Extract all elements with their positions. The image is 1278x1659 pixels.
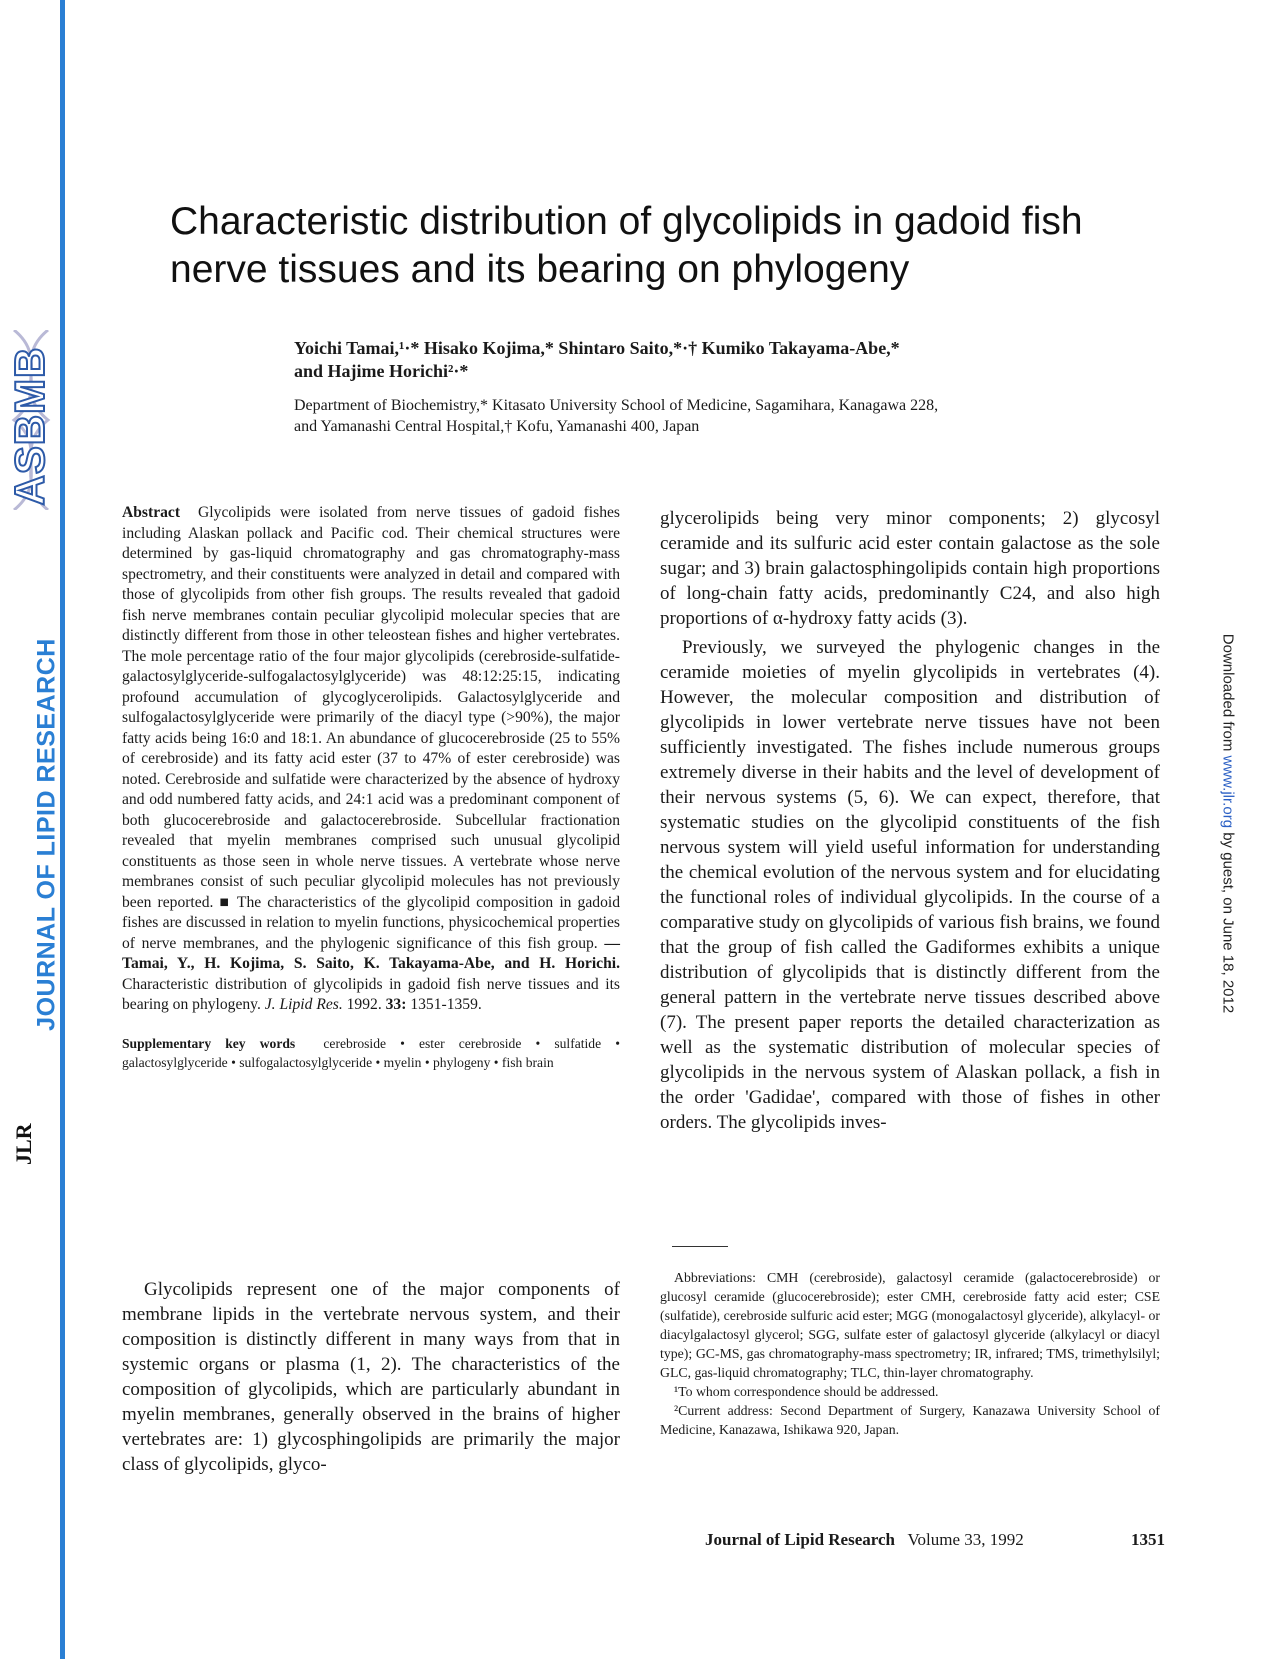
footer-journal: Journal of Lipid Research (705, 1530, 896, 1549)
download-notice (1220, 574, 1237, 1074)
intro-paragraph: Glycolipids represent one of the major components of membrane lipids in the vertebrate nervous system, and their composition is distinctly different in many ways from that in systemic organs or plasma (1, 2). The characteristics of the composition of glycolipids, which are particularly abundant in myelin membranes, generally observed in the brains of higher vertebrates are: 1) glycosphingolipids are primarily the major class of glycolipids, glyco- (122, 1279, 620, 1475)
footnote-1: ¹To whom correspondence should be addressed. (674, 1384, 939, 1399)
abstract-heading: Abstract (122, 504, 181, 521)
citation-year: 1992. (342, 996, 386, 1013)
authors-line-2: and Hajime Horichi²·* (294, 361, 469, 381)
intro-left (122, 1277, 620, 1477)
left-column (122, 503, 620, 1072)
keywords (122, 1034, 620, 1072)
article-title: Characteristic distribution of glycolipids in gadoid fish nerve tissues and its bearing on phylogeny (170, 200, 1083, 291)
download-suffix: by guest, on June 18, 2012 (1219, 828, 1237, 1014)
affiliation-line-2: and Yamanashi Central Hospital,† Kofu, Yamanashi 400, Japan (294, 418, 700, 435)
page-number: 1351 (1131, 1530, 1165, 1549)
sidebar (0, 0, 62, 1659)
journal-name-vertical: JOURNAL OF LIPID RESEARCH (32, 638, 61, 1031)
right-paragraph-2: Previously, we surveyed the phylogenic changes in the ceramide moieties of myelin glycolipids in vertebrates (4). However, the molecular composition and distribution of glycolipids in lower vertebrate nerve tissues have not been sufficiently investigated. The fishes include numerous groups extremely diverse in their habits and the level of development of their nervous systems (5, 6). We can expect, therefore, that systematic studies on the glycolipid constituents of the fish nervous system will yield useful information for understanding the chemical evolution of the nervous system and for elucidating the functional roles of individual glycolipids. In the course of a comparative study on glycolipids of various fish brains, we found that the group of fish called the Gadiformes exhibits a unique distribution of glycolipids that is distinctly different from the general pattern in the vertebrate nerve tissues described above (7). The present paper reports the detailed characterization as well as the systematic distribution of molecular species of glycolipids in the nervous system of Alaskan pollack, a fish in the order 'Gadidae', compared with those of fishes in other orders. The glycolipids inves- (660, 637, 1160, 1133)
citation-authors: —Tamai, Y., H. Kojima, S. Saito, K. Takayama-Abe, and H. Horichi. (122, 934, 620, 972)
page-footer (705, 1530, 1165, 1550)
citation-volume: 33: (385, 996, 407, 1013)
author-list (294, 337, 1094, 383)
download-prefix: Downloaded from (1219, 633, 1237, 756)
asbmb-logo (6, 330, 56, 510)
affiliation (294, 395, 1114, 437)
footer-volume: Volume 33, 1992 (907, 1530, 1024, 1549)
citation-title: Characteristic distribution of glycolipids in gadoid fish nerve tissues and its bearing on phylogeny. (122, 975, 620, 1013)
affiliation-line-1: Department of Biochemistry,* Kitasato University School of Medicine, Sagamihara, Kanagawa 228, (294, 397, 939, 414)
sidebar-rule (60, 0, 65, 1659)
footnotes (660, 1268, 1160, 1439)
authors-line-1: Yoichi Tamai,¹·* Hisako Kojima,* Shintaro Saito,*·† Kumiko Takayama-Abe,* (294, 338, 900, 358)
citation-pages: 1351-1359. (406, 996, 482, 1013)
keywords-text: cerebroside • ester cerebroside • sulfatide • galactosylglyceride • sulfogalactosylglyceride • myelin • phylogeny • fish brain (122, 1035, 620, 1070)
footnote-divider (672, 1246, 728, 1247)
jlr-link[interactable]: www.jlr.org (1219, 755, 1237, 829)
footnote-2: ²Current address: Second Department of Surgery, Kanazawa University School of Medicine, Kanazawa, Ishikawa 920, Japan. (660, 1403, 1160, 1437)
asbmb-wordmark: ASBMB (6, 346, 53, 506)
abstract-text: Glycolipids were isolated from nerve tissues of gadoid fishes including Alaskan pollack and Pacific cod. Their chemical structures were determined by gas-liquid chromatography and gas chromatography-mass spectrometry, and their constituents were analyzed in detail and compared with those of glycolipids from other fish groups. The results revealed that gadoid fish nerve membranes contain peculiar glycolipid molecular species that are distinctly different from those in other teleostean fishes and higher vertebrates. The mole percentage ratio of the four major glycolipids (cerebroside-sulfatide-galactosylglyceride-sulfogalactosylglyceride) was 48:12:25:15, indicating profound accumulation of glycoglycerolipids. Galactosylglyceride and sulfogalactosylglyceride were primarily of the diacyl type (>90%), the major fatty acids being 16:0 and 18:1. An abundance of glucocerebroside (25 to 55% of cerebroside) and its fatty acid ester (37 to 47% of ester cerebroside) was noted. Cerebroside and sulfatide were characterized by the absence of hydroxy and odd numbered fatty acids, and 24:1 acid was a predominant component of both glucocerebroside and galactocerebroside. Subcellular fractionation revealed that myelin membranes comprised such unusual glycolipid constituents as those seen in whole nerve tissues. A vertebrate whose nerve membranes consist of such peculiar glycolipid molecules has not previously been reported. ■ The characteristics of the glycolipid composition in gadoid fishes are discussed in relation to myelin functions, physicochemical properties of nerve membranes, and the phylogenic significance of this fish group. (122, 504, 620, 952)
right-column (660, 506, 1160, 1135)
abstract (122, 503, 620, 1016)
jlr-logo: JLR (11, 1123, 36, 1165)
keywords-label: Supplementary key words (122, 1035, 296, 1051)
footnote-abbreviations: Abbreviations: CMH (cerebroside), galactosyl ceramide (galactocerebroside) or glucosyl ceramide (glucocerebroside); ester CMH, cerebroside fatty acid ester; CSE (sulfatide), cerebroside sulfuric acid ester; MGG (monogalactosyl glyceride), alkylacyl- or diacylgalactosyl glycerol; SGG, sulfate ester of galactosyl glyceride (alkylacyl or diacyl type); GC-MS, gas chromatography-mass spectrometry; IR, infrared; TMS, trimethylsilyl; GLC, gas-liquid chromatography; TLC, thin-layer chromatography. (660, 1270, 1160, 1380)
right-paragraph-1: glycerolipids being very minor components; 2) glycosyl ceramide and its sulfuric acid ester contain galactose as the sole sugar; and 3) brain galactosphingolipids contain high proportions of long-chain fatty acids, predominantly C24, and also high proportions of α-hydroxy fatty acids (3). (660, 508, 1160, 629)
citation-journal: J. Lipid Res. (264, 996, 343, 1013)
